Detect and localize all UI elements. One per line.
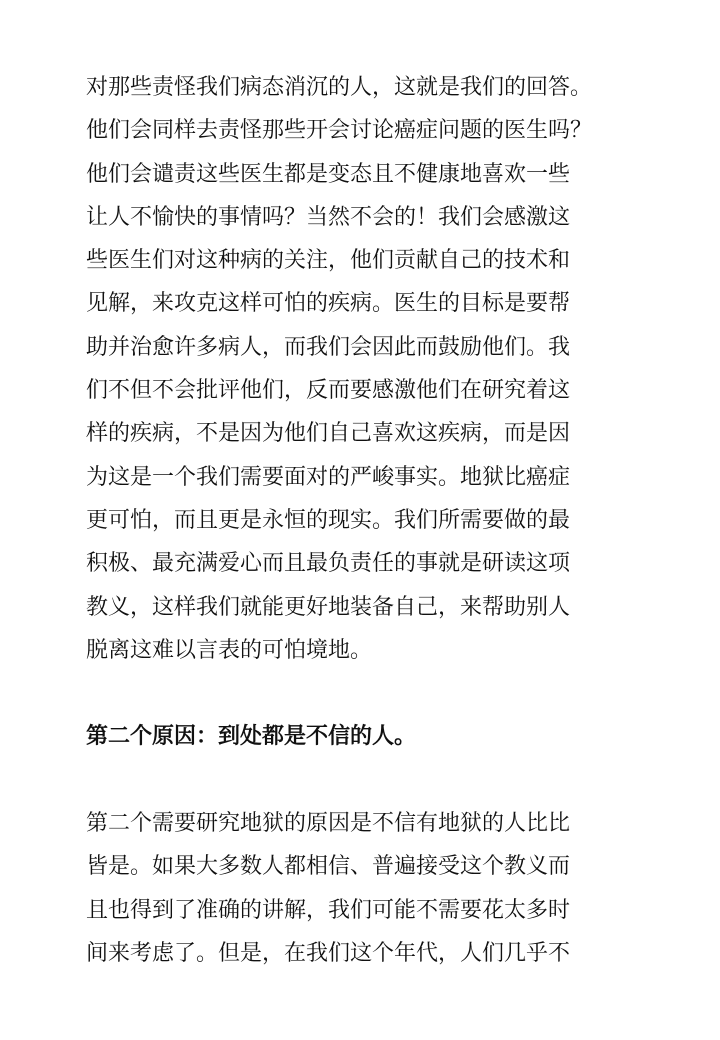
text-line: 且也得到了准确的讲解，我们可能不需要花太多时 bbox=[86, 897, 571, 923]
text-line: 对那些责怪我们病态消沉的人，这就是我们的回答。 bbox=[86, 75, 593, 100]
text-line: 更可怕，而且更是永恒的现实。我们所需要做的最 bbox=[86, 507, 571, 533]
spacer bbox=[86, 672, 646, 715]
text-line: 第二个需要研究地狱的原因是不信有地狱的人比比 bbox=[86, 811, 571, 837]
section-heading: 第二个原因：到处都是不信的人。 bbox=[86, 724, 417, 750]
spacer bbox=[86, 759, 646, 802]
paragraph-1 bbox=[86, 66, 646, 672]
text-line: 为这是一个我们需要面对的严峻事实。地狱比癌症 bbox=[86, 464, 571, 490]
text-line: 他们会同样去责怪那些开会讨论癌症问题的医生吗？ bbox=[86, 118, 593, 144]
text-line: 助并治愈许多病人，而我们会因此而鼓励他们。我 bbox=[86, 334, 571, 360]
text-line: 见解，来攻克这样可怕的疾病。医生的目标是要帮 bbox=[86, 291, 571, 317]
text-line: 让人不愉快的事情吗？当然不会的！我们会感激这 bbox=[86, 204, 571, 230]
text-line: 教义，这样我们就能更好地装备自己，来帮助别人 bbox=[86, 594, 571, 620]
text-line: 些医生们对这种病的关注，他们贡献自己的技术和 bbox=[86, 248, 571, 274]
document-page bbox=[86, 66, 646, 975]
text-line: 脱离这难以言表的可怕境地。 bbox=[86, 637, 373, 663]
paragraph-2 bbox=[86, 802, 646, 975]
text-line: 他们会谴责这些医生都是变态且不健康地喜欢一些 bbox=[86, 161, 571, 187]
text-line: 皆是。如果大多数人都相信、普遍接受这个教义而 bbox=[86, 854, 571, 880]
text-line: 积极、最充满爱心而且最负责任的事就是研读这项 bbox=[86, 551, 571, 577]
text-line: 样的疾病，不是因为他们自己喜欢这疾病，而是因 bbox=[86, 421, 571, 447]
text-line: 们不但不会批评他们，反而要感激他们在研究着这 bbox=[86, 378, 571, 404]
text-line: 间来考虑了。但是，在我们这个年代，人们几乎不 bbox=[86, 940, 571, 966]
